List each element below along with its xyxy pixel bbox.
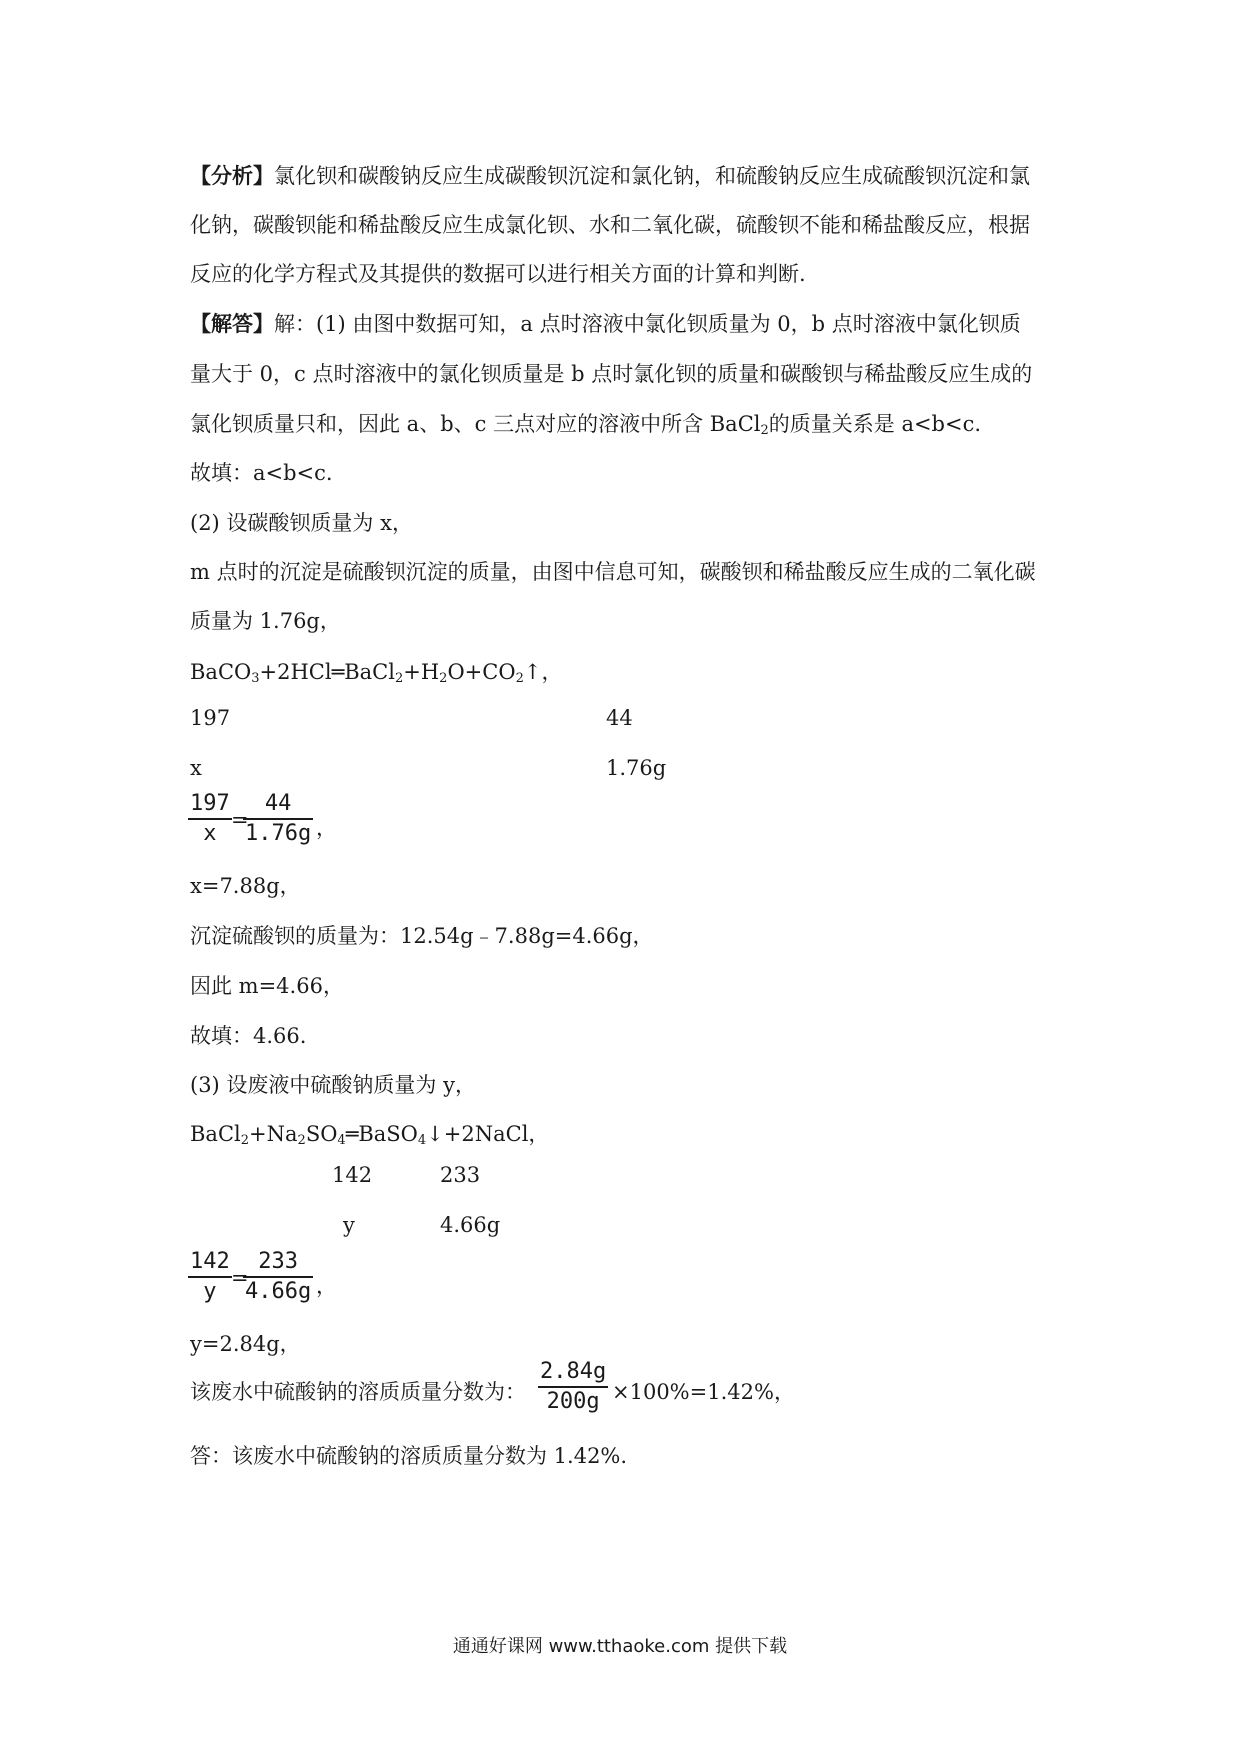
percent-suffix: ×100%=1.42%，: [612, 1380, 795, 1404]
equation-1: [190, 656, 562, 686]
part2-title: (2) 设碳酸钡质量为 x，: [190, 511, 413, 535]
ratio-4-right: 4.66g: [440, 1213, 501, 1237]
analysis-text-1: 氯化钡和碳酸钠反应生成碳酸钡沉淀和氯化钠，和硫酸钠反应生成硫酸钡沉淀和氯: [274, 164, 1030, 188]
subscript: 2: [240, 1133, 250, 1148]
part2-line-1: m 点时的沉淀是硫酸钡沉淀的质量，由图中信息可知，碳酸钡和稀盐酸反应生成的二氧化碳: [190, 560, 1036, 584]
m-result: 因此 m=4.66，: [190, 974, 344, 998]
ratio-1-left: 197: [190, 706, 231, 730]
part2-line-2: 质量为 1.76g，: [190, 609, 341, 633]
equation-2: [190, 1118, 549, 1148]
fraction-142-y: [188, 1248, 232, 1306]
numerator: 44: [264, 791, 292, 816]
denominator: x: [203, 821, 217, 846]
eq-part: +2HCl═BaCl: [259, 660, 395, 684]
x-result: x=7.88g，: [190, 874, 301, 898]
eq-part: +H: [403, 660, 440, 684]
denominator: 1.76g: [245, 821, 312, 846]
numerator: 2.84g: [540, 1359, 607, 1384]
numerator: 142: [190, 1249, 230, 1274]
equals-sign: =: [231, 808, 249, 832]
fraction-284-200: [538, 1358, 608, 1416]
ratio-3-left: 142: [332, 1163, 373, 1187]
answer-line-1: [190, 308, 1021, 338]
denominator: y: [203, 1279, 217, 1304]
subscript: 2: [297, 1133, 306, 1148]
subscript: 3: [251, 671, 260, 686]
subscript: 2: [515, 671, 524, 686]
analysis-line-3: 反应的化学方程式及其提供的数据可以进行相关方面的计算和判断.: [190, 262, 806, 286]
y-result: y=2.84g，: [190, 1332, 301, 1356]
eq-part: BaCl: [190, 1122, 241, 1146]
eq-part: ↑，: [523, 660, 563, 684]
analysis-tag: 【分析】: [190, 163, 274, 188]
final-answer: 答：该废水中硫酸钠的溶质质量分数为 1.42%.: [190, 1444, 628, 1468]
numerator: 197: [190, 791, 230, 816]
fraction-comma: ，: [316, 816, 337, 840]
subscript: 2: [439, 671, 448, 686]
ratio-2-left: x: [190, 756, 202, 780]
eq-part: +Na: [249, 1122, 298, 1146]
ratio-2-right: 1.76g: [606, 756, 667, 780]
answer-text-3a: 氯化钡质量只和，因此 a、b、c 三点对应的溶液中所含 BaCl: [190, 412, 761, 436]
page-footer: 通通好课网 www.tthaoke.com 提供下载: [452, 1636, 788, 1657]
denominator: 4.66g: [245, 1279, 312, 1304]
ratio-4-left: y: [343, 1213, 355, 1237]
eq-part: ═BaSO: [345, 1122, 418, 1146]
answer-tag: 【解答】: [190, 311, 274, 336]
answer-text-3b: 的质量关系是 a<b<c.: [768, 412, 982, 436]
fill-answer-2: 故填：4.66.: [190, 1024, 307, 1048]
fraction-comma: ，: [316, 1274, 337, 1298]
equals-sign: =: [231, 1266, 249, 1290]
fraction-233-466: [243, 1248, 313, 1306]
eq-part: BaCO: [190, 660, 252, 684]
eq-part: O+CO: [447, 660, 516, 684]
answer-line-2: 量大于 0，c 点时溶液中的氯化钡质量是 b 点时氯化钡的质量和碳酸钡与稀盐酸反应生成的: [190, 362, 1033, 386]
analysis-line-1: [190, 160, 1030, 190]
part3-title: (3) 设废液中硫酸钠质量为 y，: [190, 1073, 476, 1097]
analysis-line-2: 化钠，碳酸钡能和稀盐酸反应生成氯化钡、水和二氧化碳，硫酸钡不能和稀盐酸反应，根据: [190, 213, 1030, 237]
numerator: 233: [258, 1249, 298, 1274]
ratio-3-right: 233: [440, 1163, 481, 1187]
subscript: 4: [417, 1133, 427, 1148]
fraction-44-176: [243, 790, 313, 848]
fraction-197-x: [188, 790, 232, 848]
answer-text-1: 解：(1) 由图中数据可知，a 点时溶液中氯化钡质量为 0，b 点时溶液中氯化钡质: [274, 312, 1021, 336]
ratio-1-right: 44: [606, 706, 633, 730]
eq-part: SO: [305, 1122, 338, 1146]
subscript: 2: [394, 671, 404, 686]
answer-line-3: [190, 408, 981, 438]
eq-part: ↓+2NaCl，: [426, 1122, 550, 1146]
denominator: 200g: [546, 1389, 600, 1414]
percent-prefix: 该废水中硫酸钠的溶质质量分数为：: [190, 1380, 526, 1404]
subscript: 2: [760, 423, 769, 438]
precipitate-mass: 沉淀硫酸钡的质量为：12.54g﹣7.88g=4.66g，: [190, 924, 654, 948]
fill-answer-1: 故填：a<b<c.: [190, 461, 333, 485]
subscript: 4: [337, 1133, 346, 1148]
